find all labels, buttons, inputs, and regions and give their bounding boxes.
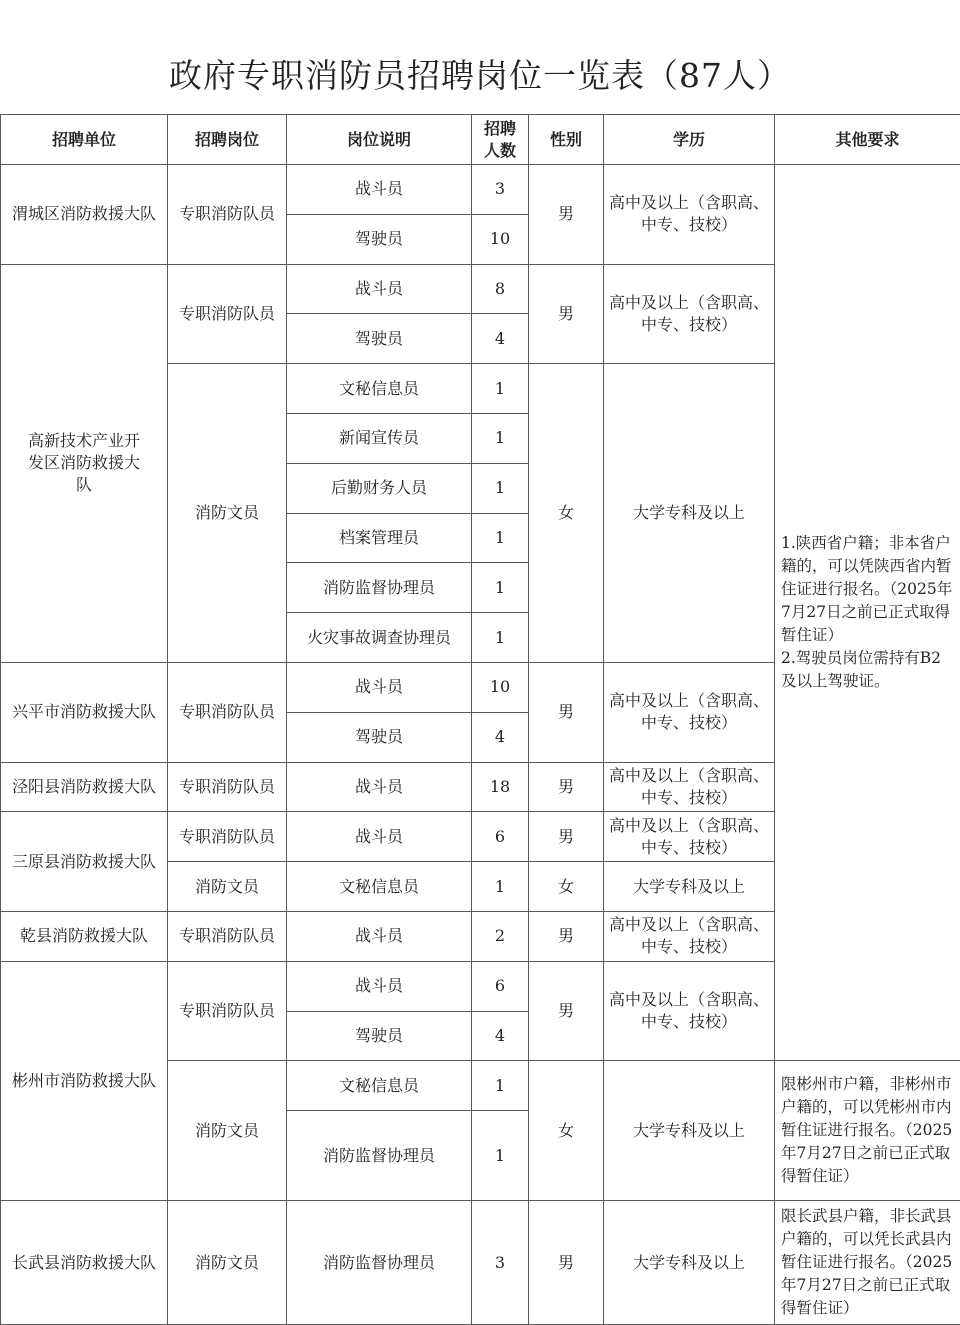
desc-cell: 消防监督协理员 xyxy=(287,563,472,613)
count-cell: 3 xyxy=(472,1201,529,1325)
post-cell: 专职消防队员 xyxy=(168,812,287,862)
header-row xyxy=(1,115,960,165)
edu-cell: 大学专科及以上 xyxy=(604,1201,775,1325)
desc-cell: 火灾事故调查协理员 xyxy=(287,613,472,663)
count-cell: 10 xyxy=(472,662,529,712)
post-cell: 专职消防队员 xyxy=(168,264,287,364)
gender-cell: 男 xyxy=(529,264,604,364)
count-cell: 1 xyxy=(472,463,529,513)
count-cell: 4 xyxy=(472,712,529,762)
gender-cell: 女 xyxy=(529,364,604,663)
unit-cell: 三原县消防救援大队 xyxy=(1,812,168,912)
header-post: 招聘岗位 xyxy=(168,115,287,165)
table-row xyxy=(1,165,960,215)
count-cell: 4 xyxy=(472,314,529,364)
edu-cell: 高中及以上（含职高、中专、技校） xyxy=(604,762,775,812)
post-cell: 消防文员 xyxy=(168,862,287,912)
unit-cell: 彬州市消防救援大队 xyxy=(1,961,168,1200)
gender-cell: 女 xyxy=(529,862,604,912)
desc-cell: 驾驶员 xyxy=(287,1011,472,1061)
count-cell: 18 xyxy=(472,762,529,812)
other-cell: 限彬州市户籍，非彬州市户籍的，可以凭彬州市内暂住证进行报名。（2025年7月27日之前已正式取得暂住证） xyxy=(775,1061,960,1201)
post-cell: 专职消防队员 xyxy=(168,762,287,812)
count-cell: 1 xyxy=(472,1111,529,1201)
header-count: 招聘人数 xyxy=(472,115,529,165)
post-cell: 消防文员 xyxy=(168,364,287,663)
desc-cell: 战斗员 xyxy=(287,812,472,862)
header-gender: 性别 xyxy=(529,115,604,165)
desc-cell: 驾驶员 xyxy=(287,314,472,364)
count-cell: 6 xyxy=(472,961,529,1011)
desc-cell: 后勤财务人员 xyxy=(287,463,472,513)
edu-cell: 大学专科及以上 xyxy=(604,1061,775,1201)
count-cell: 1 xyxy=(472,513,529,563)
gender-cell: 男 xyxy=(529,961,604,1061)
unit-cell: 高新技术产业开发区消防救援大队 xyxy=(1,264,168,662)
edu-cell: 高中及以上（含职高、中专、技校） xyxy=(604,165,775,265)
desc-cell: 驾驶员 xyxy=(287,214,472,264)
header-edu: 学历 xyxy=(604,115,775,165)
edu-cell: 高中及以上（含职高、中专、技校） xyxy=(604,662,775,762)
desc-cell: 文秘信息员 xyxy=(287,364,472,414)
count-cell: 2 xyxy=(472,911,529,961)
unit-cell: 泾阳县消防救援大队 xyxy=(1,762,168,812)
count-cell: 10 xyxy=(472,214,529,264)
unit-cell: 渭城区消防救援大队 xyxy=(1,165,168,265)
other-cell: 限长武县户籍，非长武县户籍的，可以凭长武县内暂住证进行报名。（2025年7月27日之前已正式取得暂住证） xyxy=(775,1201,960,1325)
desc-cell: 档案管理员 xyxy=(287,513,472,563)
count-cell: 8 xyxy=(472,264,529,314)
count-cell: 1 xyxy=(472,1061,529,1111)
header-unit: 招聘单位 xyxy=(1,115,168,165)
count-cell: 3 xyxy=(472,165,529,215)
gender-cell: 男 xyxy=(529,812,604,862)
edu-cell: 高中及以上（含职高、中专、技校） xyxy=(604,961,775,1061)
unit-cell: 长武县消防救援大队 xyxy=(1,1201,168,1325)
edu-cell: 高中及以上（含职高、中专、技校） xyxy=(604,812,775,862)
unit-cell: 兴平市消防救援大队 xyxy=(1,662,168,762)
count-cell: 1 xyxy=(472,563,529,613)
header-other: 其他要求 xyxy=(775,115,960,165)
page-title: 政府专职消防员招聘岗位一览表（87人） xyxy=(169,56,791,95)
desc-cell: 文秘信息员 xyxy=(287,862,472,912)
gender-cell: 男 xyxy=(529,1201,604,1325)
gender-cell: 男 xyxy=(529,662,604,762)
desc-cell: 消防监督协理员 xyxy=(287,1111,472,1201)
other-cell: 1.陕西省户籍；非本省户籍的，可以凭陕西省内暂住证进行报名。（2025年7月27日之前已正式取得暂住证） 2.驾驶员岗位需持有B2及以上驾驶证。 xyxy=(775,165,960,1061)
desc-cell: 驾驶员 xyxy=(287,712,472,762)
gender-cell: 男 xyxy=(529,762,604,812)
table-row xyxy=(1,1201,960,1325)
edu-cell: 高中及以上（含职高、中专、技校） xyxy=(604,911,775,961)
post-cell: 专职消防队员 xyxy=(168,961,287,1061)
post-cell: 专职消防队员 xyxy=(168,662,287,762)
gender-cell: 男 xyxy=(529,911,604,961)
gender-cell: 女 xyxy=(529,1061,604,1201)
desc-cell: 战斗员 xyxy=(287,911,472,961)
recruitment-table xyxy=(0,114,960,1325)
desc-cell: 战斗员 xyxy=(287,662,472,712)
desc-cell: 战斗员 xyxy=(287,264,472,314)
post-cell: 消防文员 xyxy=(168,1061,287,1201)
desc-cell: 战斗员 xyxy=(287,762,472,812)
unit-cell: 乾县消防救援大队 xyxy=(1,911,168,961)
count-cell: 1 xyxy=(472,413,529,463)
desc-cell: 文秘信息员 xyxy=(287,1061,472,1111)
count-cell: 6 xyxy=(472,812,529,862)
post-cell: 专职消防队员 xyxy=(168,165,287,265)
header-desc: 岗位说明 xyxy=(287,115,472,165)
gender-cell: 男 xyxy=(529,165,604,265)
post-cell: 专职消防队员 xyxy=(168,911,287,961)
count-cell: 1 xyxy=(472,862,529,912)
edu-cell: 大学专科及以上 xyxy=(604,862,775,912)
desc-cell: 消防监督协理员 xyxy=(287,1201,472,1325)
count-cell: 1 xyxy=(472,613,529,663)
post-cell: 消防文员 xyxy=(168,1201,287,1325)
desc-cell: 战斗员 xyxy=(287,165,472,215)
desc-cell: 战斗员 xyxy=(287,961,472,1011)
edu-cell: 高中及以上（含职高、中专、技校） xyxy=(604,264,775,364)
count-cell: 4 xyxy=(472,1011,529,1061)
count-cell: 1 xyxy=(472,364,529,414)
desc-cell: 新闻宣传员 xyxy=(287,413,472,463)
edu-cell: 大学专科及以上 xyxy=(604,364,775,663)
